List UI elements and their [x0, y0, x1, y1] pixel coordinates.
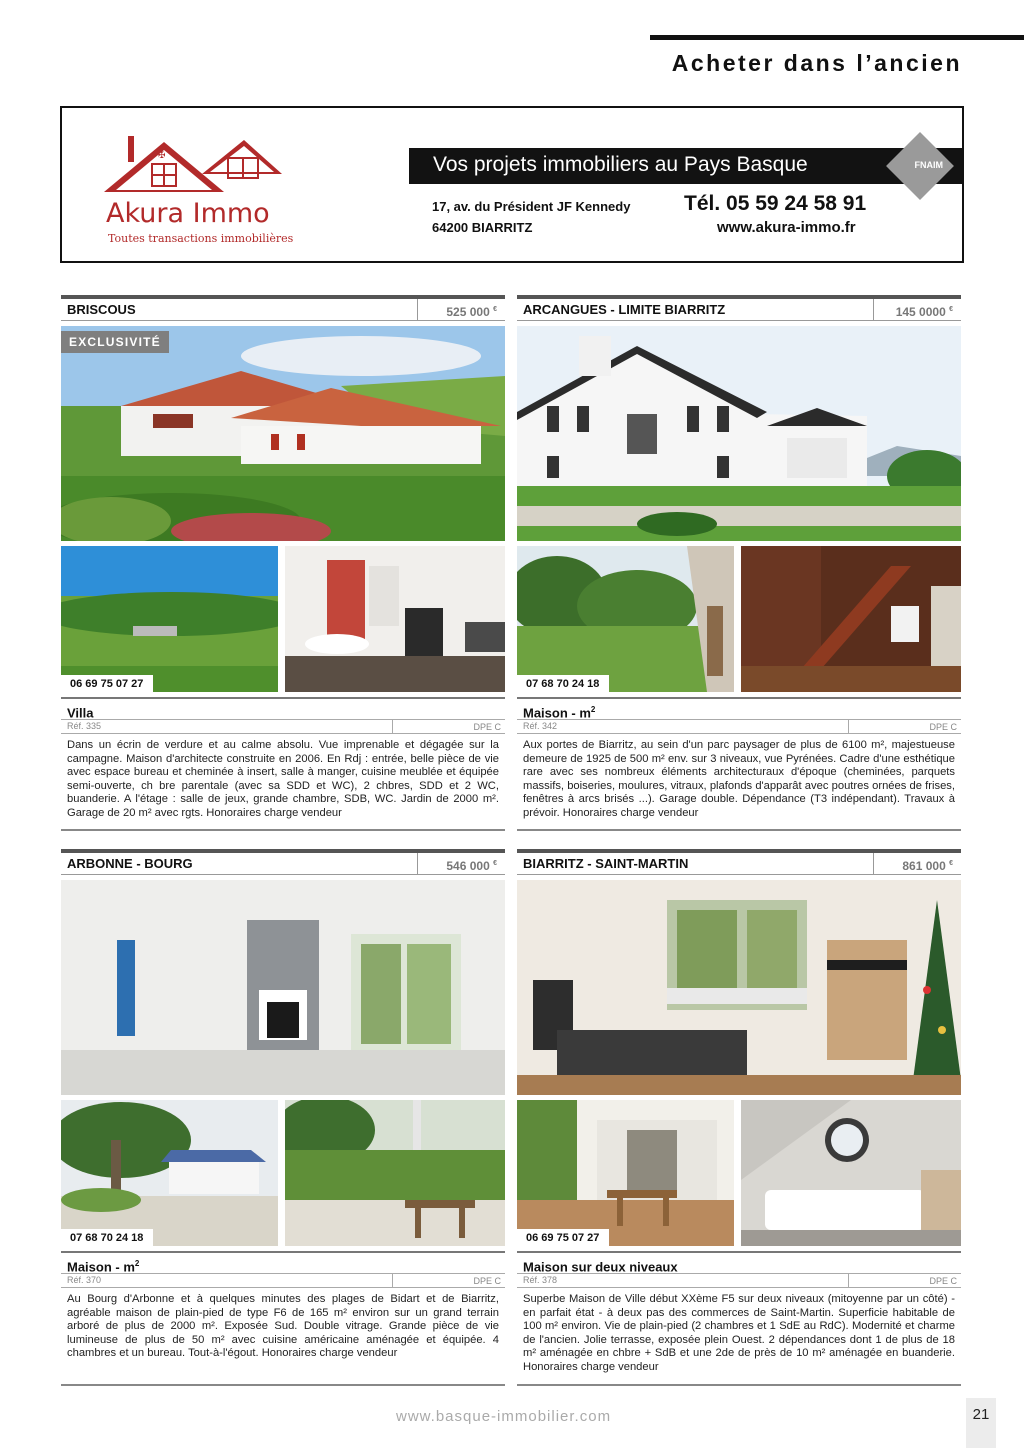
listing-description: Au Bourg d'Arbonne et à quelques minutes des plages de Bidart et de Biarritz, agréable maison de plain-pied de type F6 de 165 m² environ sur un grand terrain arboré de plus de 2000 m². Exposée Sud. Double vitrage. Grande pièce de vie lumineuse de plus de 50 m² avec cuisine américaine aménagée et équipée. 4 chambres et un bureau. Tout-à-l'égout. Honoraires charge vendeur	[67, 1293, 499, 1360]
svg-text:✠: ✠	[158, 151, 166, 161]
bathroom-photo-illustration	[741, 1100, 961, 1246]
agency-website-link[interactable]: www.akura-immo.fr	[717, 219, 856, 236]
listing-main-photo[interactable]	[517, 326, 961, 541]
listing-thumbnail[interactable]	[61, 546, 278, 692]
page-number: 21	[972, 1406, 990, 1423]
listing-type: Maison sur deux niveaux	[517, 1251, 961, 1273]
listing-reference: Réf. 342	[523, 721, 558, 731]
listing-card[interactable]	[61, 849, 505, 1361]
agent-phone[interactable]: 06 69 75 07 27	[517, 1229, 609, 1246]
listing-thumbnails	[517, 546, 961, 692]
page-number-box	[966, 1398, 996, 1448]
agency-logo-house-icon	[102, 134, 284, 196]
listing-thumbnail[interactable]	[285, 1100, 505, 1246]
listing-location: BRISCOUS	[67, 302, 136, 317]
listing-thumbnail[interactable]	[517, 1100, 734, 1246]
agent-phone[interactable]: 07 68 70 24 18	[61, 1229, 153, 1246]
listing-reference-row	[517, 1273, 961, 1288]
listing-location: ARCANGUES - LIMITE BIARRITZ	[523, 302, 726, 317]
agent-phone[interactable]: 06 69 75 07 27	[61, 675, 153, 692]
listing-divider	[61, 829, 505, 831]
listing-reference: Réf. 378	[523, 1275, 558, 1285]
listing-main-photo[interactable]	[61, 880, 505, 1095]
listing-header	[61, 849, 505, 875]
agent-phone[interactable]: 07 68 70 24 18	[517, 675, 609, 692]
garden-photo-illustration	[61, 546, 278, 692]
staircase-photo-illustration	[741, 546, 961, 692]
listing-thumbnails	[61, 546, 505, 692]
listing-type: Maison - $m^2$	[61, 1251, 505, 1273]
agency-address-line2: 64200 BIARRITZ	[432, 220, 533, 235]
listing-reference: Réf. 335	[67, 721, 102, 731]
top-rule	[650, 35, 1024, 40]
agency-phone[interactable]: Tél. 05 59 24 58 91	[684, 192, 867, 215]
listing-thumbnail[interactable]	[741, 546, 961, 692]
agency-address-line1: 17, av. du Président JF Kennedy	[432, 199, 631, 214]
manor-photo-illustration	[517, 326, 961, 541]
agency-banner	[409, 148, 962, 184]
listing-reference-row	[61, 719, 505, 734]
park-photo-illustration	[517, 546, 734, 692]
listing-dpe: DPE C	[848, 720, 961, 733]
garden-table-photo-illustration	[285, 1100, 505, 1246]
listing-thumbnails	[517, 1100, 961, 1246]
listing-card[interactable]	[517, 295, 961, 821]
agency-logo-tagline: Toutes transactions immobilières	[108, 232, 294, 245]
listing-header	[61, 295, 505, 321]
fnaim-badge-text: FNAIM	[914, 160, 943, 170]
listing-dpe: DPE C	[848, 1274, 961, 1287]
empty-room-photo-illustration	[61, 880, 505, 1095]
listing-location: ARBONNE - BOURG	[67, 856, 193, 871]
agency-advert[interactable]	[60, 106, 964, 263]
agency-banner-text: Vos projets immobiliers au Pays Basque	[433, 153, 808, 176]
listing-description: Aux portes de Biarritz, au sein d'un parc paysager de plus de 6100 m², majestueuse demeure de 1925 de 500 m² env. sur 3 niveaux, vue Pyrénées. Cadre d'une esthétique rare avec ses nombreux éléments architecturaux d'époque (cheminées, parquets massifs, boiseries, moulures, vitraux, plafonds d'apparât avec poutres ornées de frises, fenêtres à arcs brisés ...). Garage double. Dépendance (T3 indépendant). Travaux à prévoir. Honoraires charge vendeur	[523, 739, 955, 819]
listing-divider	[517, 829, 961, 831]
listing-price: 525 000 €	[417, 299, 505, 320]
listing-description: Dans un écrin de verdure et au calme absolu. Vue imprenable et dégagée sur la campagne. Maison d'architecte construite en 2006. En Rdj : entrée, belle pièce de vie avec espace bureau et cheminée à insert, salle à manger, cuisine meublée et équipée semi-ouverte, ch bre parentale (avec sa SDD et WC), 2 chbres, SDD et 2 WC, buanderie. A l'étage : salle de jeux, grande chambre, SDB, WC. Jardin de 2000 m². Garage de 20 m² avec rgts. Honoraires charge vendeur	[67, 739, 499, 819]
listing-header	[517, 295, 961, 321]
listing-main-photo[interactable]	[61, 326, 505, 541]
listing-thumbnail[interactable]	[285, 546, 505, 692]
listing-reference-row	[517, 719, 961, 734]
listing-price: 546 000 €	[417, 853, 505, 874]
section-title: Acheter dans l’ancien	[671, 50, 962, 76]
listing-main-photo[interactable]	[517, 880, 961, 1095]
listing-dpe: DPE C	[392, 720, 505, 733]
listing-thumbnail[interactable]	[741, 1100, 961, 1246]
exclusive-badge: EXCLUSIVITÉ	[61, 331, 169, 353]
listing-reference-row	[61, 1273, 505, 1288]
living-room-photo-illustration	[285, 546, 505, 692]
terrace-photo-illustration	[517, 1100, 734, 1246]
agency-address	[432, 196, 630, 238]
listing-thumbnail[interactable]	[517, 546, 734, 692]
listing-header	[517, 849, 961, 875]
listing-thumbnail[interactable]	[61, 1100, 278, 1246]
listing-reference: Réf. 370	[67, 1275, 102, 1285]
bungalow-photo-illustration	[61, 1100, 278, 1246]
agency-logo-name: Akura Immo	[106, 198, 270, 229]
listing-thumbnails	[61, 1100, 505, 1246]
kitchen-living-photo-illustration	[517, 880, 961, 1095]
listing-card[interactable]	[517, 849, 961, 1375]
listing-card[interactable]	[61, 295, 505, 821]
listing-dpe: DPE C	[392, 1274, 505, 1287]
listing-divider	[61, 1384, 505, 1386]
villa-photo-illustration	[61, 326, 505, 541]
footer-website-link[interactable]: www.basque-immobilier.com	[396, 1408, 612, 1425]
listing-price: 861 000 €	[873, 853, 961, 874]
listing-divider	[517, 1384, 961, 1386]
listing-description: Superbe Maison de Ville début XXème F5 sur deux niveaux (mitoyenne par un côté) - en parfait état - à deux pas des commerces de Saint-Martin. Superficie habitable de 100 m² environ. Vie de plain-pied (2 chambres et 1 SdE au RdC). Modernité et charme de l'ancien. Jolie terrasse, exposée plein Ouest. 2 dépendances dont 1 de plus de 18 m² aménagée en chbre + SdB et une 2de de près de 10 m² aménagée en buanderie. Honoraires charge vendeur	[523, 1293, 955, 1373]
listing-type: Villa	[61, 697, 505, 719]
listing-price: 145 0000 €	[873, 299, 961, 320]
listing-type: Maison - $m^2$	[517, 697, 961, 719]
listing-location: BIARRITZ - SAINT-MARTIN	[523, 856, 689, 871]
